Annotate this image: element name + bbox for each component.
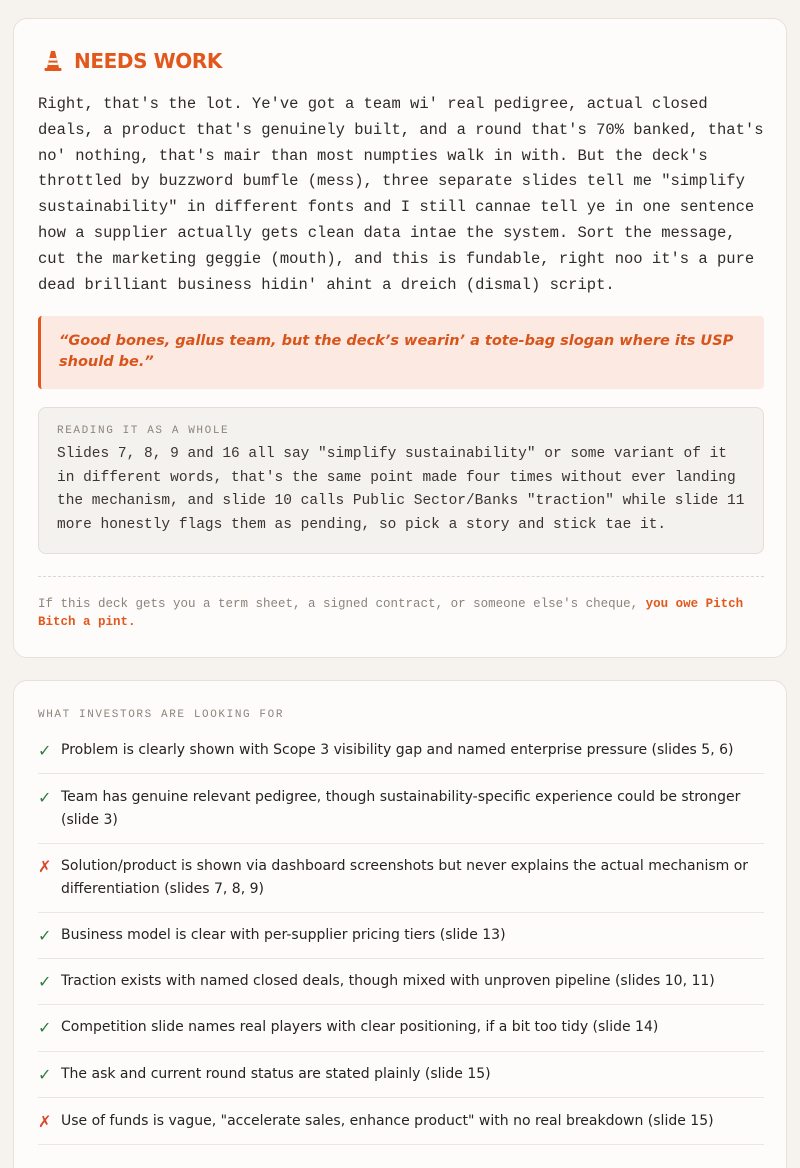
criteria-item-text: Solution/product is shown via dashboard screenshots but never explains the actual mechanism or differentiation (slides 7, 8, 9) (61, 858, 749, 897)
check-icon: ✓ (38, 1065, 52, 1084)
footnote (38, 595, 764, 631)
criteria-item-text: Traction exists with named closed deals, though mixed with unproven pipeline (slides 10, 11) (61, 973, 715, 989)
cross-icon: ✗ (38, 1112, 52, 1131)
criteria-item (38, 913, 764, 959)
verdict-summary: Right, that's the lot. Ye've got a team wi' real pedigree, actual closed deals, a product that's genuinely built, and a round that's 70% banked, that's no' nothing, that's mair than most numpties walk in with. But the deck's throttled by buzzword bumfle (mess), three separate slides tell me "simplify sustainability" in different fonts and I still cannae tell ye in one sentence how a supplier actually gets clean data intae the system. Sort the message, cut the marketing geggie (mouth), and this is fundable, right noo it's a pure dead brilliant business hidin' ahint a dreich (dismal) script. (38, 95, 764, 294)
whole-reading-label: READING IT AS A WHOLE (57, 425, 230, 437)
criteria-label: WHAT INVESTORS ARE LOOKING FOR (38, 709, 285, 721)
criteria-item (38, 1098, 764, 1145)
traffic-cone-icon (44, 50, 62, 72)
criteria-item (38, 725, 764, 774)
pull-quote-text: “Good bones, gallus team, but the deck’s wearin’ a tote-bag slogan where its USP should be.” (59, 333, 734, 370)
verdict-card (13, 18, 787, 658)
cross-icon: ✗ (38, 857, 52, 876)
criteria-item-text: Team has genuine relevant pedigree, though sustainability-specific experience could be stronger (slide 3) (61, 789, 741, 828)
criteria-item (38, 1005, 764, 1052)
check-icon: ✓ (38, 926, 52, 945)
divider (38, 576, 764, 577)
pull-quote (38, 316, 764, 389)
criteria-item (38, 844, 764, 913)
criteria-item-text: Competition slide names real players with clear positioning, if a bit too tidy (slide 14) (61, 1019, 659, 1035)
check-icon: ✓ (38, 741, 52, 760)
criteria-item-text: Problem is clearly shown with Scope 3 visibility gap and named enterprise pressure (slides 5, 6) (61, 742, 734, 758)
criteria-item (38, 774, 764, 844)
criteria-list (38, 725, 764, 1145)
verdict-header (44, 49, 222, 73)
footnote-accent: you owe Pitch Bitch a pint. (38, 597, 744, 629)
whole-reading-text: Slides 7, 8, 9 and 16 all say "simplify sustainability" or some variant of it in different words, that's the same point made four times without ever landing the mechanism, and slide 10 calls Public Sector/Banks "traction" while slide 11 more honestly flags them as pending, so pick a story and stick tae it. (57, 446, 745, 533)
criteria-item (38, 1052, 764, 1098)
criteria-item-text: The ask and current round status are stated plainly (slide 15) (61, 1066, 491, 1082)
criteria-item (38, 959, 764, 1005)
whole-reading-panel (38, 407, 764, 554)
criteria-item-text: Business model is clear with per-supplier pricing tiers (slide 13) (61, 927, 506, 943)
check-icon: ✓ (38, 972, 52, 991)
check-icon: ✓ (38, 1018, 52, 1037)
check-icon: ✓ (38, 788, 52, 807)
footnote-text: If this deck gets you a term sheet, a signed contract, or someone else's cheque, (38, 597, 646, 611)
verdict-title: NEEDS WORK (74, 49, 222, 73)
criteria-card (13, 680, 787, 1168)
criteria-item-text: Use of funds is vague, "accelerate sales, enhance product" with no real breakdown (slide 15) (61, 1113, 714, 1129)
